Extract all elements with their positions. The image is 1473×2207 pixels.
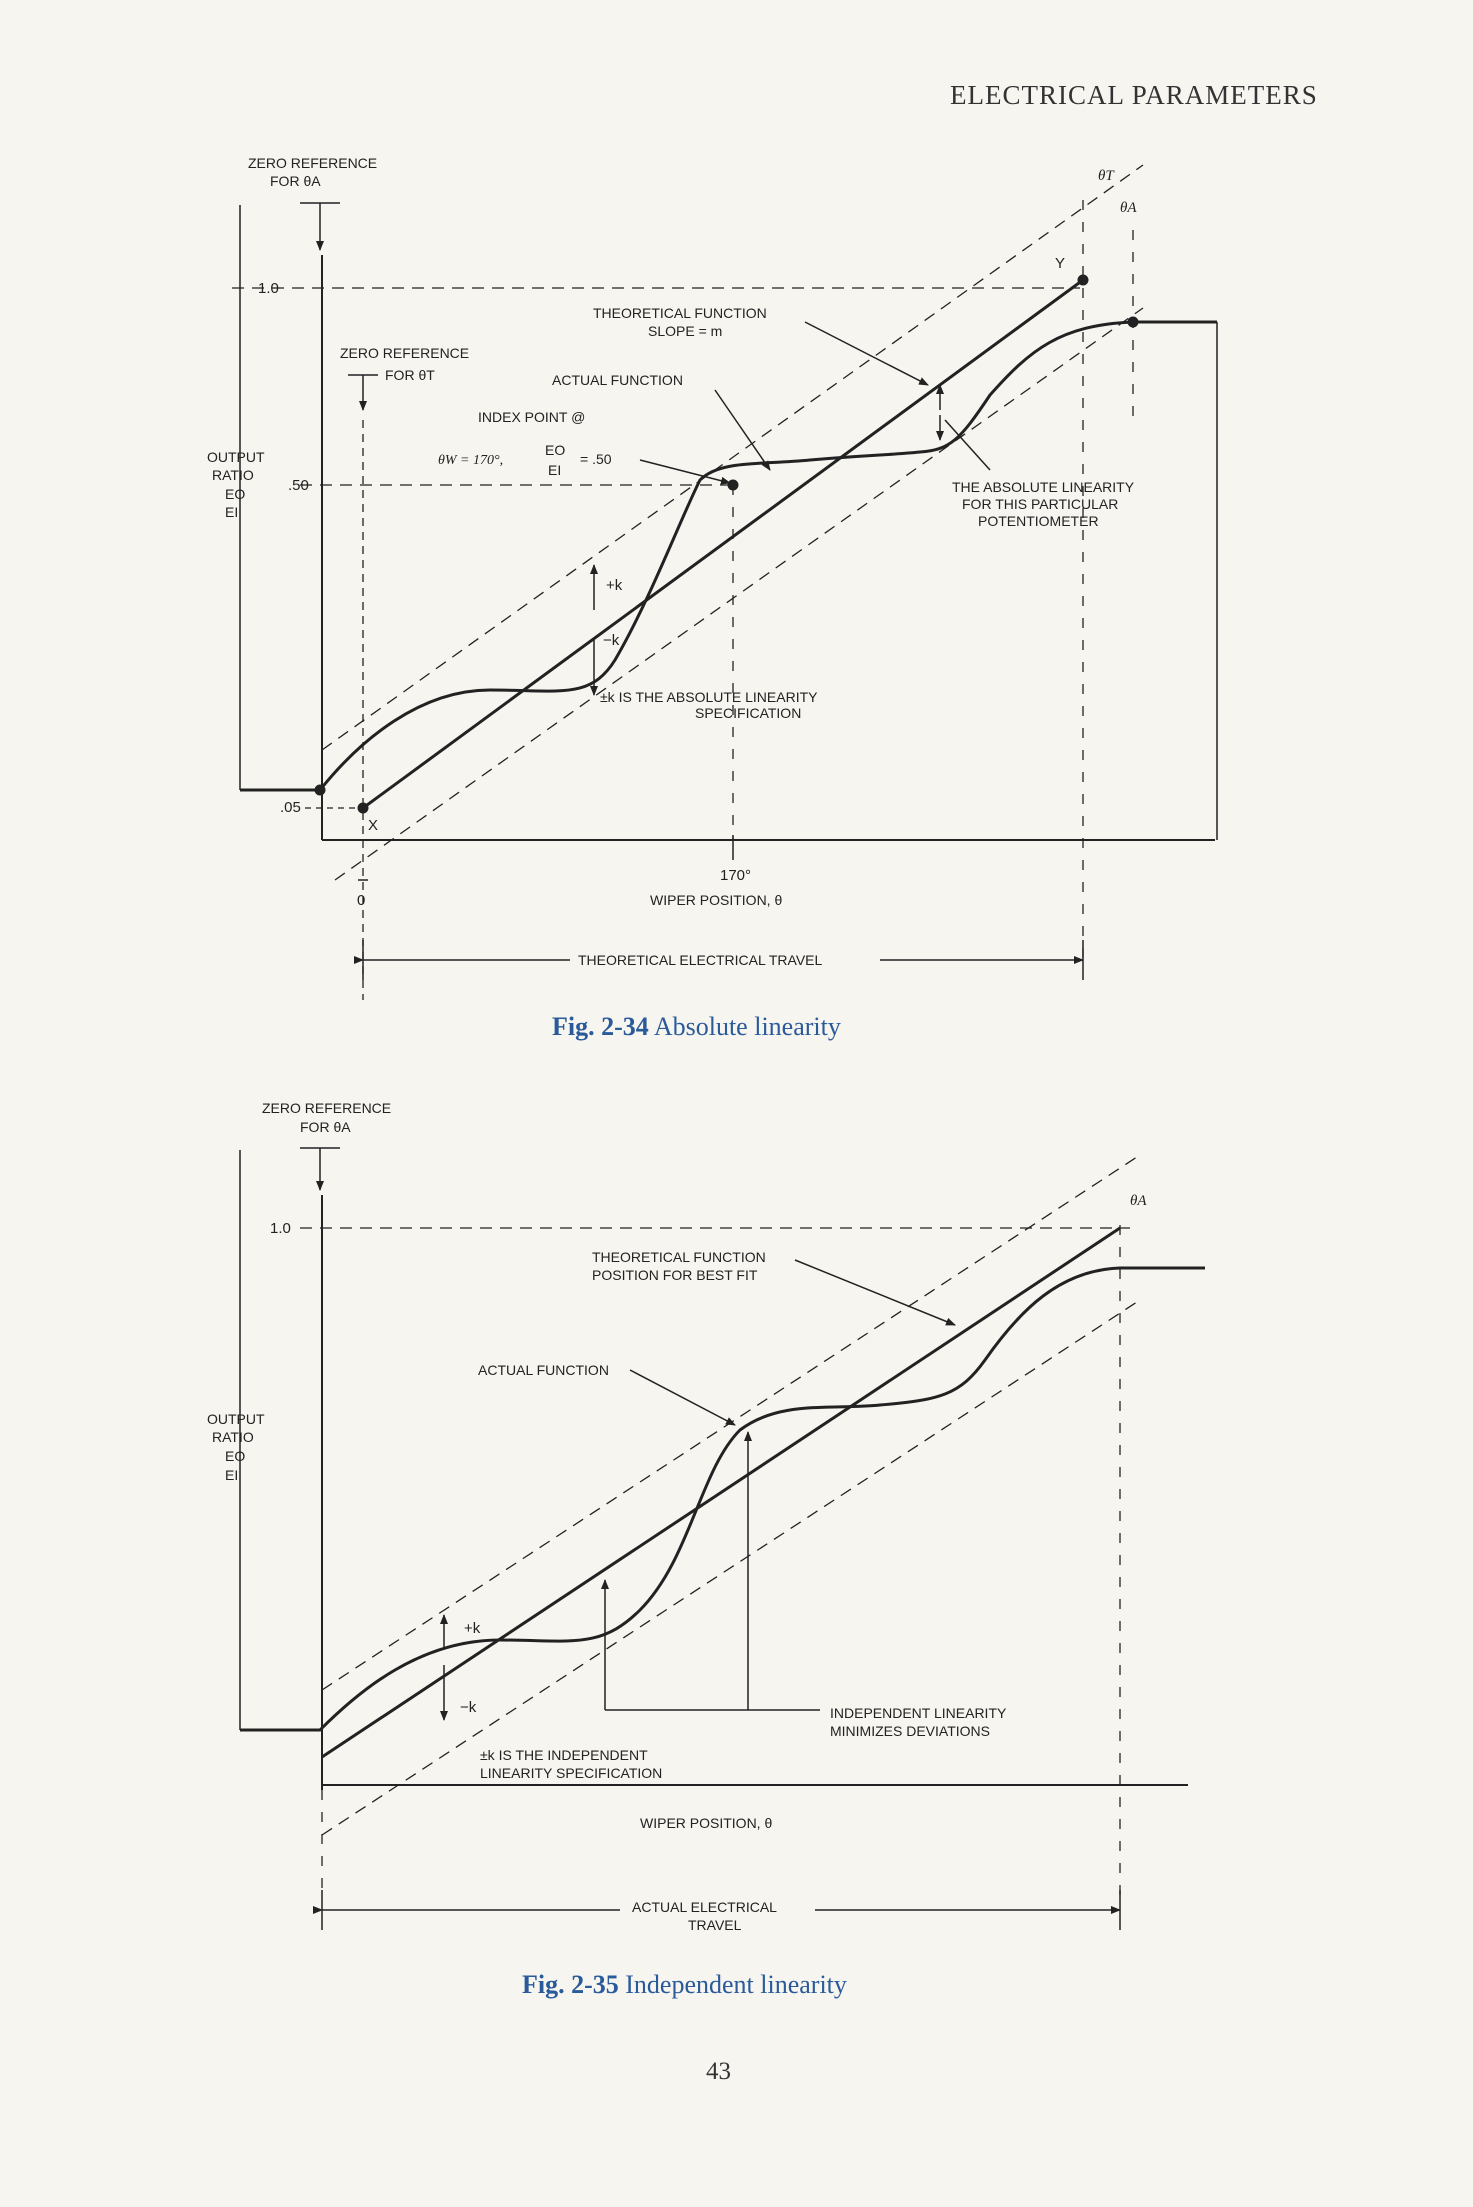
fig35-theoretical-1: THEORETICAL FUNCTION [592,1249,766,1265]
figure-2-34-labels [207,155,1137,968]
page-number: 43 [706,2058,731,2085]
fig35-ylabel-eo: EO [225,1448,246,1464]
fig34-point-x [358,803,368,813]
fig35-travel-2: TRAVEL [688,1917,742,1933]
fig34-abs-lin-2: FOR THIS PARTICULAR [962,496,1119,512]
fig34-x-0: 0 [357,892,366,909]
fig34-index-eo: EO [545,442,566,458]
fig34-x-label: WIPER POSITION, θ [650,892,783,908]
fig35-tick-1: 1.0 [270,1220,291,1237]
fig34-zero-ref-t-2: FOR θT [385,367,435,383]
fig35-spec-2: LINEARITY SPECIFICATION [480,1765,663,1781]
fig34-caption-number: Fig. 2-34 [552,1012,649,1041]
fig35-x-label: WIPER POSITION, θ [640,1815,773,1831]
fig35-minimizes-1: INDEPENDENT LINEARITY [830,1705,1007,1721]
fig34-x-170: 170° [720,867,752,884]
figure-2-35 [240,1148,1205,1930]
fig34-plus-k: +k [606,577,623,594]
fig34-theoretical-1: THEORETICAL FUNCTION [593,305,767,321]
fig35-travel-1: ACTUAL ELECTRICAL [632,1899,777,1915]
fig34-ylabel-eo: EO [225,486,246,502]
fig34-index-point [728,480,738,490]
figure-2-35-labels [207,1100,1147,1933]
fig34-zero-ref-t-1: ZERO REFERENCE [340,345,470,361]
fig35-spec-1: ±k IS THE INDEPENDENT [480,1747,648,1763]
fig34-travel: THEORETICAL ELECTRICAL TRAVEL [578,952,823,968]
fig35-theta-a: θA [1130,1193,1147,1209]
fig34-tick-005: .05 [280,799,301,816]
fig35-ylabel-output: OUTPUT [207,1411,265,1427]
fig34-actual: ACTUAL FUNCTION [552,372,683,388]
fig34-theoretical-2: SLOPE = m [648,323,723,339]
fig34-zero-ref-a-1: ZERO REFERENCE [248,155,378,171]
fig34-label-x: X [368,817,379,834]
fig34-abs-lin-3: POTENTIOMETER [978,513,1099,529]
fig34-minus-k: −k [603,632,620,649]
fig34-caption-text: Absolute linearity [653,1012,841,1041]
fig35-plus-k: +k [464,1620,481,1637]
fig34-label-y: Y [1055,255,1066,272]
fig34-ylabel-output: OUTPUT [207,449,265,465]
fig35-caption [522,1970,847,2000]
fig35-minus-k: −k [460,1699,477,1716]
fig34-zero-ref-a-2: FOR θA [270,173,321,189]
fig34-spec-1: ±k IS THE ABSOLUTE LINEARITY [600,689,818,705]
fig35-theoretical-line [322,1228,1120,1757]
fig34-abs-lin-1: THE ABSOLUTE LINEARITY [952,479,1135,495]
fig35-caption-number: Fig. 2-35 [522,1970,619,1999]
fig34-index-1: INDEX POINT @ [478,409,586,425]
fig34-point-y [1078,275,1088,285]
fig34-index-ei: EI [548,462,562,478]
fig35-ylabel-ei: EI [225,1467,239,1483]
fig35-caption-text: Independent linearity [625,1970,847,1999]
fig34-theta-a: θA [1120,200,1137,216]
fig35-theoretical-2: POSITION FOR BEST FIT [592,1267,758,1283]
fig35-ylabel-ratio: RATIO [212,1429,254,1445]
fig35-zero-ref-a-1: ZERO REFERENCE [262,1100,392,1116]
fig34-ylabel-ei: EI [225,504,239,520]
fig35-actual: ACTUAL FUNCTION [478,1362,609,1378]
fig34-spec-2: SPECIFICATION [695,705,802,721]
fig35-zero-ref-a-2: FOR θA [300,1119,351,1135]
fig34-ylabel-ratio: RATIO [212,467,254,483]
fig34-tick-050: .50 [288,477,309,494]
fig34-index-2: θW = 170°, [438,453,504,468]
fig35-minimizes-2: MINIMIZES DEVIATIONS [830,1723,990,1739]
fig34-theoretical-line [363,280,1083,808]
fig35-actual-curve [240,1268,1205,1730]
fig34-caption [552,1012,841,1042]
fig34-theta-t: θT [1098,168,1114,184]
fig34-index-value: = .50 [580,451,612,467]
fig34-tick-1: 1.0 [258,280,279,297]
running-header: ELECTRICAL PARAMETERS [950,80,1318,110]
